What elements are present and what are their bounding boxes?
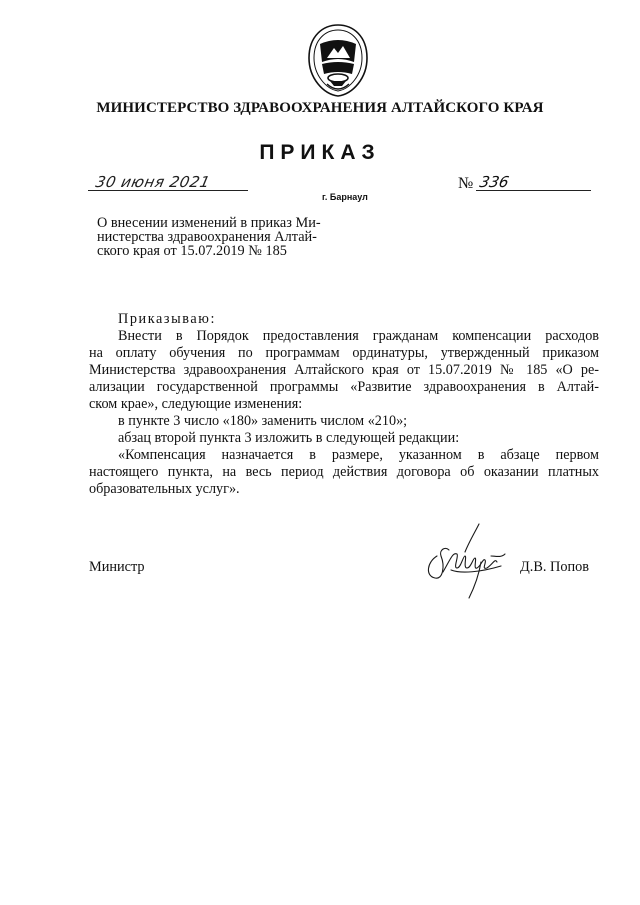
body-line: ализации государственной программы «Развитие здравоохранения в Алтай- <box>89 379 599 395</box>
body-line: настоящего пункта, на весь период действия договора об оказании платных <box>89 464 599 480</box>
signatory-position: Министр <box>89 559 145 575</box>
subject-line: нистерства здравоохранения Алтай- <box>97 229 317 245</box>
order-body <box>89 311 599 498</box>
order-number-label: № <box>458 175 474 192</box>
body-line: в пункте 3 число «180» заменить числом «210»; <box>118 413 408 429</box>
altai-coat-of-arms-icon <box>303 22 373 98</box>
order-number: 336 <box>478 173 511 191</box>
body-line: «Компенсация назначается в размере, указанном в абзаце первом <box>118 447 599 463</box>
subject-line: О внесении изменений в приказ Ми- <box>97 215 321 231</box>
body-line: Министерства здравоохранения Алтайского края от 15.07.2019 № 185 «О ре- <box>89 362 599 378</box>
order-date: 30 июня 2021 <box>94 173 212 191</box>
order-number-field <box>476 173 591 193</box>
order-lead: Приказываю: <box>118 311 216 327</box>
handwritten-signature-icon <box>421 522 521 600</box>
document-type-title: ПРИКАЗ <box>259 141 381 164</box>
body-line: Внести в Порядок предоставления гражданам компенсации расходов <box>118 328 599 344</box>
order-date-field <box>88 173 248 193</box>
date-underline <box>88 190 248 191</box>
subject-line: ского края от 15.07.2019 № 185 <box>97 243 287 259</box>
order-subject <box>97 216 357 258</box>
body-line: образовательных услуг». <box>89 481 240 497</box>
body-line: абзац второй пункта 3 изложить в следующей редакции: <box>118 430 460 446</box>
ministry-name: МИНИСТЕРСТВО ЗДРАВООХРАНЕНИЯ АЛТАЙСКОГО КРАЯ <box>96 100 544 116</box>
body-line: на оплату обучения по программам ординатуры, утвержденный приказом <box>89 345 599 361</box>
city-label: г. Барнаул <box>322 192 368 202</box>
body-line: ском крае», следующие изменения: <box>89 396 303 412</box>
signatory-name: Д.В. Попов <box>520 559 590 575</box>
number-underline <box>476 190 591 191</box>
